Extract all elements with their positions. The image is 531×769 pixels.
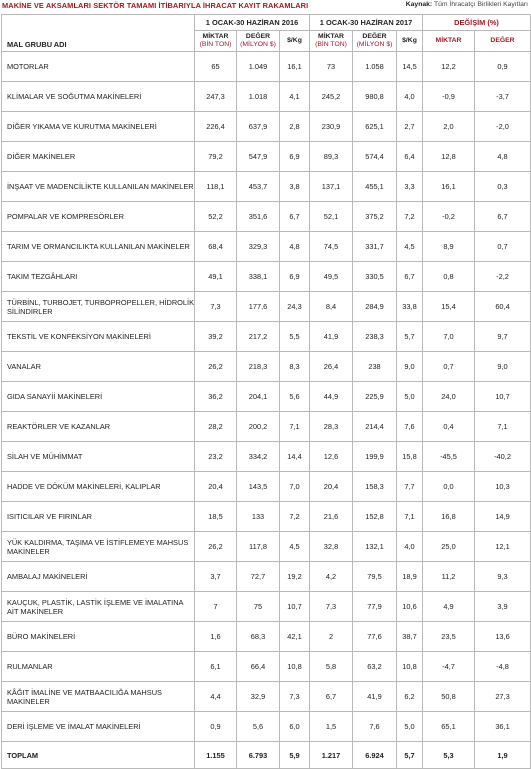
qty-2016: 18,5 — [195, 502, 237, 532]
val-2017: 199,9 — [353, 442, 397, 472]
row-name: AMBALAJ MAKİNELERİ — [2, 562, 195, 592]
price-2017: 38,7 — [397, 622, 423, 652]
price-2016: 5,6 — [280, 382, 310, 412]
qty-2017: 1,5 — [310, 712, 353, 742]
price-2016: 10,8 — [280, 652, 310, 682]
val-2017: 132,1 — [353, 532, 397, 562]
qty-2016: 7,3 — [195, 292, 237, 322]
qty-2017: 41,9 — [310, 322, 353, 352]
val-2017: 1.058 — [353, 52, 397, 82]
qty-2017: 8,4 — [310, 292, 353, 322]
table-row — [2, 262, 531, 292]
table-row — [2, 232, 531, 262]
group-name-header: MAL GRUBU ADI — [2, 15, 195, 52]
price-2017: 6,4 — [397, 142, 423, 172]
price-2017: 33,8 — [397, 292, 423, 322]
val-2017: 214,4 — [353, 412, 397, 442]
table-row — [2, 292, 531, 322]
row-name: TEKSTİL VE KONFEKSİYON MAKİNELERİ — [2, 322, 195, 352]
table-row — [2, 442, 531, 472]
row-name: SİLAH VE MÜHİMMAT — [2, 442, 195, 472]
change-qty: 0,4 — [423, 412, 475, 442]
val-2016: 72,7 — [237, 562, 280, 592]
change-val: 9,0 — [475, 352, 531, 382]
price-2017-header: $/Kg — [397, 31, 423, 52]
change-qty: -4,7 — [423, 652, 475, 682]
qty-2016: 36,2 — [195, 382, 237, 412]
row-name: DERİ İŞLEME VE İMALAT MAKİNELERİ — [2, 712, 195, 742]
price-2017: 7,6 — [397, 412, 423, 442]
table-row — [2, 412, 531, 442]
val-2016: 334,2 — [237, 442, 280, 472]
price-2017: 7,1 — [397, 502, 423, 532]
price-2016: 2,8 — [280, 112, 310, 142]
change-qty: 0,8 — [423, 262, 475, 292]
row-name: VANALAR — [2, 352, 195, 382]
price-2016: 7,3 — [280, 682, 310, 712]
qty-2017: 52,1 — [310, 202, 353, 232]
change-val: 27,3 — [475, 682, 531, 712]
val-2017: 284,9 — [353, 292, 397, 322]
source-text: Tüm İhracatçı Birlikleri Kayıtları — [433, 1, 528, 8]
change-qty: 23,5 — [423, 622, 475, 652]
price-2017: 6,7 — [397, 262, 423, 292]
val-2016: 329,3 — [237, 232, 280, 262]
qty-2016: 3,7 — [195, 562, 237, 592]
price-2016: 42,1 — [280, 622, 310, 652]
qty-2017: 20,4 — [310, 472, 353, 502]
table-row — [2, 112, 531, 142]
table-row — [2, 562, 531, 592]
change-qty: 4,9 — [423, 592, 475, 622]
source-note — [406, 1, 528, 8]
table-row — [2, 352, 531, 382]
change-val: 9,7 — [475, 322, 531, 352]
change-header: DEĞİŞİM (%) — [423, 15, 531, 31]
val-2017: 63,2 — [353, 652, 397, 682]
price-2016: 19,2 — [280, 562, 310, 592]
price-2016: 8,3 — [280, 352, 310, 382]
qty-2017: 12,6 — [310, 442, 353, 472]
change-val: 3,9 — [475, 592, 531, 622]
row-name: REAKTÖRLER VE KAZANLAR — [2, 412, 195, 442]
table-row — [2, 712, 531, 742]
change-qty: 65,1 — [423, 712, 475, 742]
qty-2017: 49,5 — [310, 262, 353, 292]
price-2016: 7,0 — [280, 472, 310, 502]
qty-2017: 32,8 — [310, 532, 353, 562]
total-q17: 1.217 — [310, 742, 353, 769]
change-qty: 0,0 — [423, 472, 475, 502]
table-row — [2, 622, 531, 652]
total-v17: 6.924 — [353, 742, 397, 769]
row-name: KAUÇUK, PLASTİK, LASTİK İŞLEME VE İMALATINA AİT MAKİNELER — [2, 592, 195, 622]
table-row — [2, 472, 531, 502]
val-2016: 351,6 — [237, 202, 280, 232]
val-2017: 41,9 — [353, 682, 397, 712]
val-2016: 75 — [237, 592, 280, 622]
val-2016: 217,2 — [237, 322, 280, 352]
row-name: BÜRO MAKİNELERİ — [2, 622, 195, 652]
change-qty: 11,2 — [423, 562, 475, 592]
price-2016: 4,5 — [280, 532, 310, 562]
qty-2016: 26,2 — [195, 532, 237, 562]
price-2017: 5,0 — [397, 712, 423, 742]
change-qty: -0,9 — [423, 82, 475, 112]
price-2017: 7,2 — [397, 202, 423, 232]
qty-2016: 247,3 — [195, 82, 237, 112]
change-val: 10,3 — [475, 472, 531, 502]
price-2016: 5,5 — [280, 322, 310, 352]
row-name: DİĞER YIKAMA VE KURUTMA MAKİNELERİ — [2, 112, 195, 142]
title-bar — [0, 0, 531, 14]
change-val: 10,7 — [475, 382, 531, 412]
qty-2016: 6,1 — [195, 652, 237, 682]
qty-2017: 4,2 — [310, 562, 353, 592]
val-2016: 133 — [237, 502, 280, 532]
change-qty: 16,8 — [423, 502, 475, 532]
change-val: 7,1 — [475, 412, 531, 442]
qty-2017: 6,7 — [310, 682, 353, 712]
val-2017: 225,9 — [353, 382, 397, 412]
price-2016: 6,0 — [280, 712, 310, 742]
val-2017: 77,6 — [353, 622, 397, 652]
period-2017-header: 1 OCAK-30 HAZİRAN 2017 — [310, 15, 423, 31]
val-2017: 238 — [353, 352, 397, 382]
qty-2017: 73 — [310, 52, 353, 82]
price-2017: 15,8 — [397, 442, 423, 472]
price-2017: 10,6 — [397, 592, 423, 622]
qty-2016-header: MİKTAR (BİN TON) — [195, 31, 237, 52]
qty-2017: 44,9 — [310, 382, 353, 412]
table-row — [2, 682, 531, 712]
price-2016: 6,7 — [280, 202, 310, 232]
qty-2017: 28,3 — [310, 412, 353, 442]
qty-2016: 65 — [195, 52, 237, 82]
price-2017: 4,5 — [397, 232, 423, 262]
price-2016: 4,1 — [280, 82, 310, 112]
change-qty: -45,5 — [423, 442, 475, 472]
price-2017: 2,7 — [397, 112, 423, 142]
export-table — [1, 14, 531, 769]
row-name: KÂĞIT İMALİNE VE MATBAACILIĞA MAHSUS MAKİNELER — [2, 682, 195, 712]
qty-2017: 2 — [310, 622, 353, 652]
table-row — [2, 532, 531, 562]
qty-2017: 5,8 — [310, 652, 353, 682]
total-p17: 5,7 — [397, 742, 423, 769]
row-name: YÜK KALDIRMA, TAŞIMA VE İSTİFLEMEYE MAHSUS MAKİNELER — [2, 532, 195, 562]
val-2016: 453,7 — [237, 172, 280, 202]
qty-2017: 245,2 — [310, 82, 353, 112]
qty-2017: 74,5 — [310, 232, 353, 262]
change-val: 0,3 — [475, 172, 531, 202]
val-2016-header: DEĞER (MİLYON $) — [237, 31, 280, 52]
val-2017: 574,4 — [353, 142, 397, 172]
price-2017: 10,8 — [397, 652, 423, 682]
change-val: -3,7 — [475, 82, 531, 112]
table-body — [2, 52, 531, 769]
qty-2016: 226,4 — [195, 112, 237, 142]
qty-2016: 7 — [195, 592, 237, 622]
price-2017: 5,7 — [397, 322, 423, 352]
val-2016: 1.018 — [237, 82, 280, 112]
val-2017: 158,3 — [353, 472, 397, 502]
price-2017: 14,5 — [397, 52, 423, 82]
row-name: MOTORLAR — [2, 52, 195, 82]
price-2016: 3,8 — [280, 172, 310, 202]
price-2016: 10,7 — [280, 592, 310, 622]
price-2016-header: $/Kg — [280, 31, 310, 52]
val-2017: 79,5 — [353, 562, 397, 592]
val-2017: 331,7 — [353, 232, 397, 262]
val-2017: 330,5 — [353, 262, 397, 292]
qty-2017: 89,3 — [310, 142, 353, 172]
table-row — [2, 82, 531, 112]
val-2016: 218,3 — [237, 352, 280, 382]
price-2016: 6,9 — [280, 142, 310, 172]
price-2016: 24,3 — [280, 292, 310, 322]
change-val: 14,9 — [475, 502, 531, 532]
val-2017: 7,6 — [353, 712, 397, 742]
price-2017: 5,0 — [397, 382, 423, 412]
price-2016: 14,4 — [280, 442, 310, 472]
qty-2016: 0,9 — [195, 712, 237, 742]
val-2017: 152,8 — [353, 502, 397, 532]
qty-2017-header: MİKTAR (BİN TON) — [310, 31, 353, 52]
price-2016: 7,2 — [280, 502, 310, 532]
change-qty: 16,1 — [423, 172, 475, 202]
change-qty: 25,0 — [423, 532, 475, 562]
val-2016: 68,3 — [237, 622, 280, 652]
price-2017: 18,9 — [397, 562, 423, 592]
val-2016: 177,6 — [237, 292, 280, 322]
row-name: DİĞER MAKİNELER — [2, 142, 195, 172]
qty-2017: 230,9 — [310, 112, 353, 142]
val-2016: 5,6 — [237, 712, 280, 742]
change-val: 0,7 — [475, 232, 531, 262]
change-qty: 8,9 — [423, 232, 475, 262]
row-name: TÜRBİNL, TURBOJET, TURBOPROPELLER, HİDROLİK SİLİNDİRLER — [2, 292, 195, 322]
val-2017-header: DEĞER (MİLYON $) — [353, 31, 397, 52]
change-qty: -0,2 — [423, 202, 475, 232]
total-p16: 5,9 — [280, 742, 310, 769]
total-change-qty: 5,3 — [423, 742, 475, 769]
total-row — [2, 742, 531, 769]
change-val: 13,6 — [475, 622, 531, 652]
row-name: TAKIM TEZGÂHLARI — [2, 262, 195, 292]
change-val: 6,7 — [475, 202, 531, 232]
change-val: -2,2 — [475, 262, 531, 292]
qty-2016: 4,4 — [195, 682, 237, 712]
qty-2016: 68,4 — [195, 232, 237, 262]
source-label: Kaynak: — [405, 1, 433, 8]
val-2016: 204,1 — [237, 382, 280, 412]
change-qty: 2,0 — [423, 112, 475, 142]
qty-2017: 21,6 — [310, 502, 353, 532]
change-val: -4,8 — [475, 652, 531, 682]
price-2016: 7,1 — [280, 412, 310, 442]
row-name: HADDE VE DÖKÜM MAKİNELERİ, KALIPLAR — [2, 472, 195, 502]
change-val: -40,2 — [475, 442, 531, 472]
qty-2016: 20,4 — [195, 472, 237, 502]
val-2016: 117,8 — [237, 532, 280, 562]
table-row — [2, 322, 531, 352]
price-2017: 4,0 — [397, 82, 423, 112]
qty-2016: 26,2 — [195, 352, 237, 382]
table-row — [2, 652, 531, 682]
qty-2017: 7,3 — [310, 592, 353, 622]
val-2017: 375,2 — [353, 202, 397, 232]
table-row — [2, 592, 531, 622]
val-2017: 77,9 — [353, 592, 397, 622]
change-qty-header: MİKTAR — [423, 31, 475, 52]
qty-2016: 23,2 — [195, 442, 237, 472]
price-2017: 3,3 — [397, 172, 423, 202]
change-qty: 24,0 — [423, 382, 475, 412]
table-row — [2, 172, 531, 202]
qty-2016: 49,1 — [195, 262, 237, 292]
qty-2016: 28,2 — [195, 412, 237, 442]
table-row — [2, 202, 531, 232]
row-name: POMPALAR VE KOMPRESÖRLER — [2, 202, 195, 232]
change-val: 0,9 — [475, 52, 531, 82]
val-2017: 455,1 — [353, 172, 397, 202]
qty-2016: 1,6 — [195, 622, 237, 652]
table-row — [2, 502, 531, 532]
price-2016: 4,8 — [280, 232, 310, 262]
val-2016: 200,2 — [237, 412, 280, 442]
val-2016: 32,9 — [237, 682, 280, 712]
change-qty: 50,8 — [423, 682, 475, 712]
val-2017: 625,1 — [353, 112, 397, 142]
row-name: KLİMALAR VE SOĞUTMA MAKİNELERİ — [2, 82, 195, 112]
val-2016: 338,1 — [237, 262, 280, 292]
row-name: RULMANLAR — [2, 652, 195, 682]
price-2017: 4,0 — [397, 532, 423, 562]
val-2017: 238,3 — [353, 322, 397, 352]
change-qty: 0,7 — [423, 352, 475, 382]
row-name: ISITICILAR VE FIRINLAR — [2, 502, 195, 532]
change-val: 12,1 — [475, 532, 531, 562]
row-name: TARIM VE ORMANCILIKTA KULLANILAN MAKİNELER — [2, 232, 195, 262]
val-2016: 66,4 — [237, 652, 280, 682]
change-qty: 7,0 — [423, 322, 475, 352]
header-row-periods — [2, 15, 531, 31]
val-2016: 1.049 — [237, 52, 280, 82]
total-q16: 1.155 — [195, 742, 237, 769]
change-val: 4,8 — [475, 142, 531, 172]
price-2016: 16,1 — [280, 52, 310, 82]
qty-2016: 118,1 — [195, 172, 237, 202]
row-name: İNŞAAT VE MADENCİLİKTE KULLANILAN MAKİNELER — [2, 172, 195, 202]
qty-2016: 79,2 — [195, 142, 237, 172]
change-qty: 15,4 — [423, 292, 475, 322]
change-val: -2,0 — [475, 112, 531, 142]
qty-2016: 52,2 — [195, 202, 237, 232]
qty-2017: 137,1 — [310, 172, 353, 202]
total-change-val: 1,9 — [475, 742, 531, 769]
change-val-header: DEĞER — [475, 31, 531, 52]
price-2017: 9,0 — [397, 352, 423, 382]
price-2016: 6,9 — [280, 262, 310, 292]
table-row — [2, 382, 531, 412]
row-name: GIDA SANAYİİ MAKİNELERİ — [2, 382, 195, 412]
qty-2017: 26,4 — [310, 352, 353, 382]
price-2017: 7,7 — [397, 472, 423, 502]
change-val: 60,4 — [475, 292, 531, 322]
val-2016: 637,9 — [237, 112, 280, 142]
table-title: MAKİNE VE AKSAMLARI SEKTÖR TAMAMI İTİBARIYLA İHRACAT KAYIT RAKAMLARI — [2, 1, 309, 10]
total-label: TOPLAM — [2, 742, 195, 769]
total-v16: 6.793 — [237, 742, 280, 769]
qty-2016: 39,2 — [195, 322, 237, 352]
period-2016-header: 1 OCAK-30 HAZİRAN 2016 — [195, 15, 310, 31]
table-row — [2, 142, 531, 172]
change-qty: 12,8 — [423, 142, 475, 172]
change-val: 9,3 — [475, 562, 531, 592]
table-row — [2, 52, 531, 82]
val-2016: 143,5 — [237, 472, 280, 502]
change-qty: 12,2 — [423, 52, 475, 82]
val-2016: 547,9 — [237, 142, 280, 172]
val-2017: 980,8 — [353, 82, 397, 112]
price-2017: 6,2 — [397, 682, 423, 712]
change-val: 36,1 — [475, 712, 531, 742]
